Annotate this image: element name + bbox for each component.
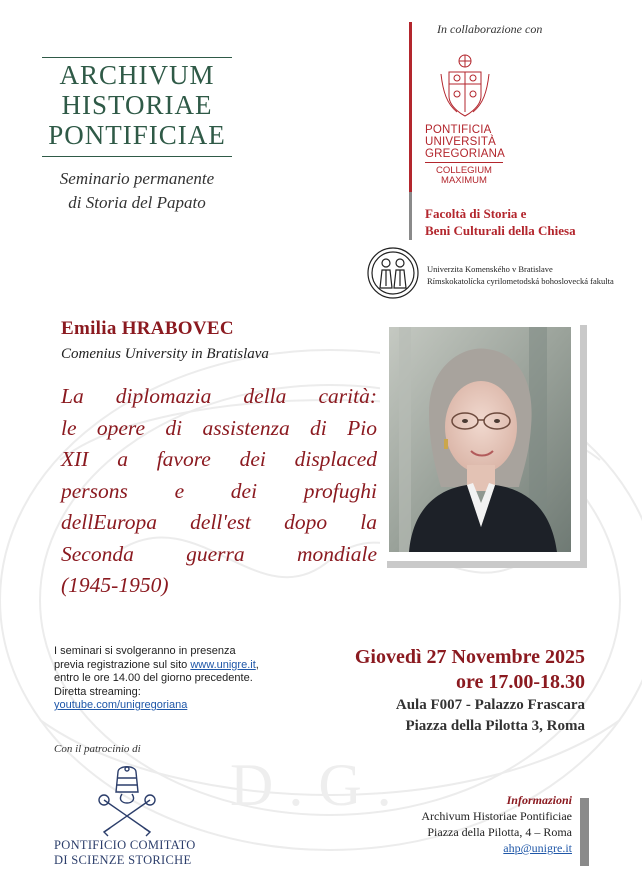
contact-address: Piazza della Pilotta, 4 – Roma (427, 825, 572, 839)
faculty-grey-bar (409, 192, 412, 240)
registration-line (54, 659, 304, 673)
pug-wordmark (425, 124, 505, 160)
seminar-subtitle (42, 167, 232, 215)
comenius-seal-icon (366, 246, 420, 300)
streaming-link[interactable]: youtube.com/unigregoriana (54, 699, 188, 711)
registration-site-link[interactable]: www.unigre.it (190, 658, 256, 671)
talk-title-line: (1945-1950) (61, 573, 169, 597)
speaker-name (61, 318, 234, 340)
talk-title-line: dellEuropa dell'est dopo la (61, 510, 377, 534)
pug-line: PONTIFICIA (425, 124, 492, 136)
registration-info (54, 645, 304, 713)
speaker-last-name: HRABOVEC (121, 318, 234, 339)
contact-email-link[interactable]: ahp@unigre.it (503, 841, 572, 855)
event-time: ore 17.00-18.30 (455, 671, 585, 693)
archive-title-line: PONTIFICIAE (48, 120, 226, 150)
comenius-line: Univerzita Komenského v Bratislave (427, 264, 553, 274)
svg-text:D . G .: D . G . (230, 752, 392, 818)
archive-title-line: HISTORIAE (61, 90, 213, 120)
event-room: Aula F007 - Palazzo Frascara (395, 697, 585, 713)
archive-title (42, 60, 232, 150)
event-location (320, 695, 585, 737)
title-rule-top (42, 57, 232, 58)
faculty-line: Beni Culturali della Chiesa (425, 223, 576, 238)
collaboration-label: In collaborazione con (437, 22, 543, 36)
speaker-photo-frame (380, 318, 580, 561)
faculty-line: Facoltà di Storia e (425, 206, 527, 221)
registration-line: I seminari si svolgeranno in presenza (54, 645, 236, 657)
title-rule-bottom (42, 156, 232, 157)
seminar-subtitle-line: di Storia del Papato (68, 193, 206, 212)
papal-keys-emblem-icon (94, 766, 160, 840)
contact-org: Archivum Historiae Pontificiae (421, 809, 572, 823)
talk-title-line: Seconda guerra mondiale (61, 541, 377, 566)
registration-comma: , (255, 658, 259, 671)
talk-title-line: persons e dei profughi (61, 478, 377, 503)
archive-title-line: ARCHIVUM (59, 60, 215, 90)
speaker-portrait (389, 327, 571, 552)
collegium-line: COLLEGIUM (436, 165, 492, 176)
collegium-line: MAXIMUM (441, 175, 487, 186)
talk-title (61, 381, 377, 602)
contact-label: Informazioni (506, 793, 572, 807)
talk-title-line: La diplomazia della carità: (61, 384, 377, 408)
contact-grey-bar (580, 798, 589, 866)
pug-red-bar (409, 22, 412, 192)
pug-line: UNIVERSITÀ (425, 136, 497, 148)
event-address: Piazza della Pilotta 3, Roma (405, 718, 585, 734)
seminar-subtitle-line: Seminario permanente (59, 169, 215, 188)
contact-info (380, 792, 572, 856)
pontifical-committee (54, 838, 196, 868)
talk-title-line: XII a favore dei displaced (61, 447, 377, 471)
patronage-label: Con il patrocinio di (54, 743, 141, 755)
streaming-label: Diretta streaming: (54, 685, 141, 698)
committee-line: DI SCIENZE STORICHE (54, 853, 192, 867)
speaker-affiliation: Comenius University in Bratislava (61, 346, 269, 362)
speaker-first-name: Emilia (61, 318, 117, 339)
gregorian-crest-icon (437, 52, 493, 120)
pug-divider (425, 162, 503, 163)
faculty-name (425, 205, 576, 239)
collegium-maximum (425, 166, 503, 186)
event-date: Giovedì 27 Novembre 2025 (354, 646, 585, 668)
talk-title-line: le opere di assistenza di Pio (61, 415, 377, 440)
registration-text: previa registrazione sul sito (54, 658, 191, 671)
committee-line: PONTIFICIO COMITATO (54, 838, 196, 852)
comenius-line: Rímskokatolícka cyrilometodská bohoslovecká fakulta (427, 276, 614, 286)
pug-line: GREGORIANA (425, 148, 505, 160)
registration-line: entro le ore 14.00 del giorno precedente. (54, 672, 253, 684)
comenius-university-name (427, 263, 614, 287)
